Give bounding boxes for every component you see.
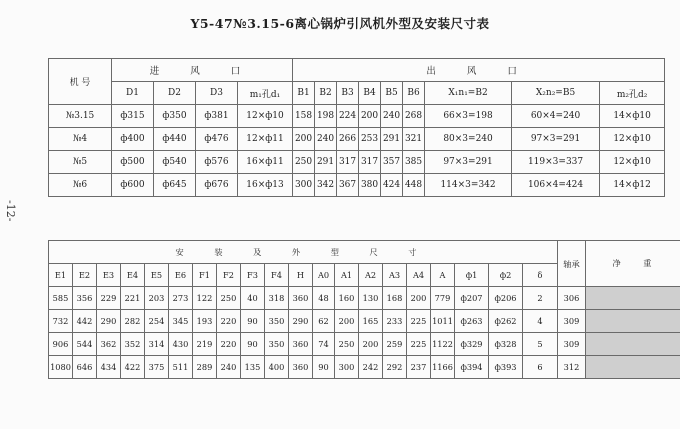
inlet-cell: ф476 [196, 128, 238, 151]
dimension-cell: 225 [407, 310, 431, 333]
inlet-cell: ф400 [112, 128, 154, 151]
dimension-cell: 360 [289, 287, 313, 310]
page-title: Y5-47№3.15-6离心锅炉引风机外型及安装尺寸表 [190, 16, 490, 31]
dimension-cell: 220 [217, 310, 241, 333]
dimension-cell: ф329 [455, 333, 489, 356]
dimension-cell: 160 [335, 287, 359, 310]
inlet-cell: ф600 [112, 174, 154, 197]
outlet-cell: 224 [337, 105, 359, 128]
installation-dimensions-table [48, 240, 680, 379]
dimension-col-header: F4 [265, 264, 289, 287]
dimension-cell: 62 [313, 310, 335, 333]
outlet-cell: 97×3=291 [425, 151, 512, 174]
inlet-col-header: D2 [154, 82, 196, 105]
outlet-cell: 198 [315, 105, 337, 128]
dimension-cell: 1122 [431, 333, 455, 356]
inlet-cell: 12×ф10 [238, 105, 293, 128]
dimension-cell: 135 [241, 356, 265, 379]
machine-number-cell: №3.15 [49, 105, 112, 128]
table-row [49, 128, 665, 151]
dimension-cell: 430 [169, 333, 193, 356]
inlet-col-header: m₁孔d₁ [238, 82, 293, 105]
dimension-cell: 356 [73, 287, 97, 310]
outlet-cell: 14×ф10 [600, 105, 665, 128]
dimension-cell: 250 [335, 333, 359, 356]
dimension-cell: 442 [73, 310, 97, 333]
installation-dimensions-header: 安 装 及 外 型 尺 寸 [49, 241, 558, 264]
outlet-col-header: B4 [359, 82, 381, 105]
dimension-cell: 40 [241, 287, 265, 310]
dimension-col-header: ф2 [489, 264, 523, 287]
dimension-cell: 290 [289, 310, 313, 333]
outlet-cell: 291 [381, 128, 403, 151]
outlet-cell: 114×3=342 [425, 174, 512, 197]
outlet-col-header: B3 [337, 82, 359, 105]
dimension-cell: 259 [383, 333, 407, 356]
dimension-cell: ф262 [489, 310, 523, 333]
inlet-cell: ф315 [112, 105, 154, 128]
outlet-cell: 240 [381, 105, 403, 128]
dimension-col-header: E2 [73, 264, 97, 287]
outlet-col-header: X₂n₂=B5 [512, 82, 600, 105]
dimension-cell: 242 [359, 356, 383, 379]
dimension-cell: 300 [335, 356, 359, 379]
dimension-cell: 200 [335, 310, 359, 333]
outlet-cell: 317 [359, 151, 381, 174]
inlet-col-header: D1 [112, 82, 154, 105]
dimension-col-header: E6 [169, 264, 193, 287]
outlet-cell: 424 [381, 174, 403, 197]
dimension-col-header: E3 [97, 264, 121, 287]
outlet-cell: 342 [315, 174, 337, 197]
outlet-cell: 66×3=198 [425, 105, 512, 128]
outlet-cell: 97×3=291 [512, 128, 600, 151]
outlet-cell: 200 [359, 105, 381, 128]
dimension-cell: 375 [145, 356, 169, 379]
dimension-cell: 90 [313, 356, 335, 379]
outlet-col-header: B2 [315, 82, 337, 105]
dimension-cell: 122 [193, 287, 217, 310]
outlet-cell: 12×ф10 [600, 128, 665, 151]
inlet-cell: ф440 [154, 128, 196, 151]
inlet-header: 进 风 口 [112, 59, 293, 82]
outlet-col-header: B5 [381, 82, 403, 105]
outlet-col-header: m₂孔d₂ [600, 82, 665, 105]
dimension-cell: ф263 [455, 310, 489, 333]
outlet-cell: 240 [315, 128, 337, 151]
machine-number-header: 机 号 [49, 59, 112, 105]
bearing-cell: 306 [558, 287, 586, 310]
table-row [49, 333, 680, 356]
outlet-cell: 448 [403, 174, 425, 197]
dimension-col-header: ф1 [455, 264, 489, 287]
inlet-cell: ф676 [196, 174, 238, 197]
table-row [49, 174, 665, 197]
outlet-cell: 300 [293, 174, 315, 197]
outlet-cell: 321 [403, 128, 425, 151]
outlet-cell: 250 [293, 151, 315, 174]
inlet-cell: ф540 [154, 151, 196, 174]
dimension-cell: 221 [121, 287, 145, 310]
dimension-cell: 200 [407, 287, 431, 310]
dimension-cell: 282 [121, 310, 145, 333]
outlet-col-header: B1 [293, 82, 315, 105]
dimension-cell: 585 [49, 287, 73, 310]
inlet-cell: 16×ф11 [238, 151, 293, 174]
dimension-col-header: F3 [241, 264, 265, 287]
outlet-col-header: B6 [403, 82, 425, 105]
dimension-cell: 646 [73, 356, 97, 379]
dimension-cell: 168 [383, 287, 407, 310]
dimension-col-header: A4 [407, 264, 431, 287]
page-number: -12- [4, 200, 17, 222]
net-weight-cell [586, 310, 680, 333]
dimension-cell: 90 [241, 310, 265, 333]
outlet-cell: 119×3=337 [512, 151, 600, 174]
dimension-cell: 362 [97, 333, 121, 356]
dimension-cell: 345 [169, 310, 193, 333]
dimension-cell: 314 [145, 333, 169, 356]
dimension-col-header: A2 [359, 264, 383, 287]
table1-column-header-row [49, 82, 665, 105]
dimension-cell: 360 [289, 356, 313, 379]
net-weight-cell [586, 287, 680, 310]
dimension-cell: 229 [97, 287, 121, 310]
dimension-cell: 292 [383, 356, 407, 379]
dimension-cell: 74 [313, 333, 335, 356]
table-row [49, 356, 680, 379]
dimension-col-header: E4 [121, 264, 145, 287]
dimension-cell: 130 [359, 287, 383, 310]
dimension-cell: 250 [217, 287, 241, 310]
dimension-cell: 2 [523, 287, 558, 310]
dimension-cell: 48 [313, 287, 335, 310]
dimension-cell: 240 [217, 356, 241, 379]
dimension-cell: ф207 [455, 287, 489, 310]
dimension-cell: 1080 [49, 356, 73, 379]
dimension-cell: 233 [383, 310, 407, 333]
dimension-cell: 4 [523, 310, 558, 333]
net-weight-cell [586, 356, 680, 379]
outlet-cell: 357 [381, 151, 403, 174]
outlet-cell: 380 [359, 174, 381, 197]
inlet-outlet-table [48, 58, 665, 197]
table-row [49, 287, 680, 310]
dimension-cell: 422 [121, 356, 145, 379]
outlet-header: 出 风 口 [293, 59, 665, 82]
dimension-cell: 732 [49, 310, 73, 333]
bearing-cell: 309 [558, 333, 586, 356]
dimension-cell: 1011 [431, 310, 455, 333]
outlet-cell: 158 [293, 105, 315, 128]
outlet-cell: 317 [337, 151, 359, 174]
dimension-cell: 360 [289, 333, 313, 356]
dimension-cell: 225 [407, 333, 431, 356]
dimension-cell: 90 [241, 333, 265, 356]
inlet-cell: ф350 [154, 105, 196, 128]
inlet-cell: ф645 [154, 174, 196, 197]
machine-number-cell: №4 [49, 128, 112, 151]
table-row [49, 151, 665, 174]
dimension-col-header: E5 [145, 264, 169, 287]
dimension-cell: 273 [169, 287, 193, 310]
outlet-cell: 200 [293, 128, 315, 151]
dimension-cell: 6 [523, 356, 558, 379]
dimension-col-header: F1 [193, 264, 217, 287]
dimension-cell: 193 [193, 310, 217, 333]
inlet-cell: ф381 [196, 105, 238, 128]
dimension-cell: ф206 [489, 287, 523, 310]
dimension-col-header: H [289, 264, 313, 287]
dimension-cell: 237 [407, 356, 431, 379]
dimension-cell: 290 [97, 310, 121, 333]
dimension-cell: 352 [121, 333, 145, 356]
table2-group-header-row [49, 241, 680, 264]
dimension-cell: 434 [97, 356, 121, 379]
outlet-cell: 266 [337, 128, 359, 151]
dimension-col-header: E1 [49, 264, 73, 287]
dimension-col-header: A0 [313, 264, 335, 287]
dimension-cell: 779 [431, 287, 455, 310]
dimension-cell: 200 [359, 333, 383, 356]
machine-number-cell: №5 [49, 151, 112, 174]
dimension-cell: 289 [193, 356, 217, 379]
outlet-cell: 60×4=240 [512, 105, 600, 128]
dimension-cell: 165 [359, 310, 383, 333]
dimension-cell: 219 [193, 333, 217, 356]
bearing-header: 轴承 [558, 241, 586, 287]
outlet-cell: 80×3=240 [425, 128, 512, 151]
net-weight-cell [586, 333, 680, 356]
dimension-cell: 254 [145, 310, 169, 333]
table-row [49, 105, 665, 128]
dimension-col-header: δ [523, 264, 558, 287]
dimension-col-header: A [431, 264, 455, 287]
dimension-cell: 350 [265, 333, 289, 356]
dimension-col-header: A3 [383, 264, 407, 287]
table1-group-header-row [49, 59, 665, 82]
dimension-cell: 511 [169, 356, 193, 379]
dimension-cell: 400 [265, 356, 289, 379]
table-row [49, 310, 680, 333]
outlet-cell: 253 [359, 128, 381, 151]
dimension-cell: ф394 [455, 356, 489, 379]
inlet-col-header: D3 [196, 82, 238, 105]
bearing-cell: 309 [558, 310, 586, 333]
inlet-cell: 12×ф11 [238, 128, 293, 151]
dimension-cell: ф393 [489, 356, 523, 379]
dimension-cell: 203 [145, 287, 169, 310]
dimension-col-header: F2 [217, 264, 241, 287]
outlet-cell: 291 [315, 151, 337, 174]
inlet-cell: ф500 [112, 151, 154, 174]
dimension-cell: 544 [73, 333, 97, 356]
outlet-cell: 12×ф10 [600, 151, 665, 174]
outlet-cell: 367 [337, 174, 359, 197]
outlet-cell: 14×ф12 [600, 174, 665, 197]
outlet-cell: 268 [403, 105, 425, 128]
dimension-cell: 5 [523, 333, 558, 356]
net-weight-header: 净 重 [586, 241, 680, 287]
dimension-cell: 1166 [431, 356, 455, 379]
bearing-cell: 312 [558, 356, 586, 379]
dimension-cell: 906 [49, 333, 73, 356]
dimension-cell: 350 [265, 310, 289, 333]
machine-number-cell: №6 [49, 174, 112, 197]
inlet-cell: 16×ф13 [238, 174, 293, 197]
dimension-cell: 220 [217, 333, 241, 356]
outlet-col-header: X₁n₁=B2 [425, 82, 512, 105]
dimension-cell: ф328 [489, 333, 523, 356]
dimension-cell: 318 [265, 287, 289, 310]
dimension-col-header: A1 [335, 264, 359, 287]
outlet-cell: 385 [403, 151, 425, 174]
outlet-cell: 106×4=424 [512, 174, 600, 197]
inlet-cell: ф576 [196, 151, 238, 174]
